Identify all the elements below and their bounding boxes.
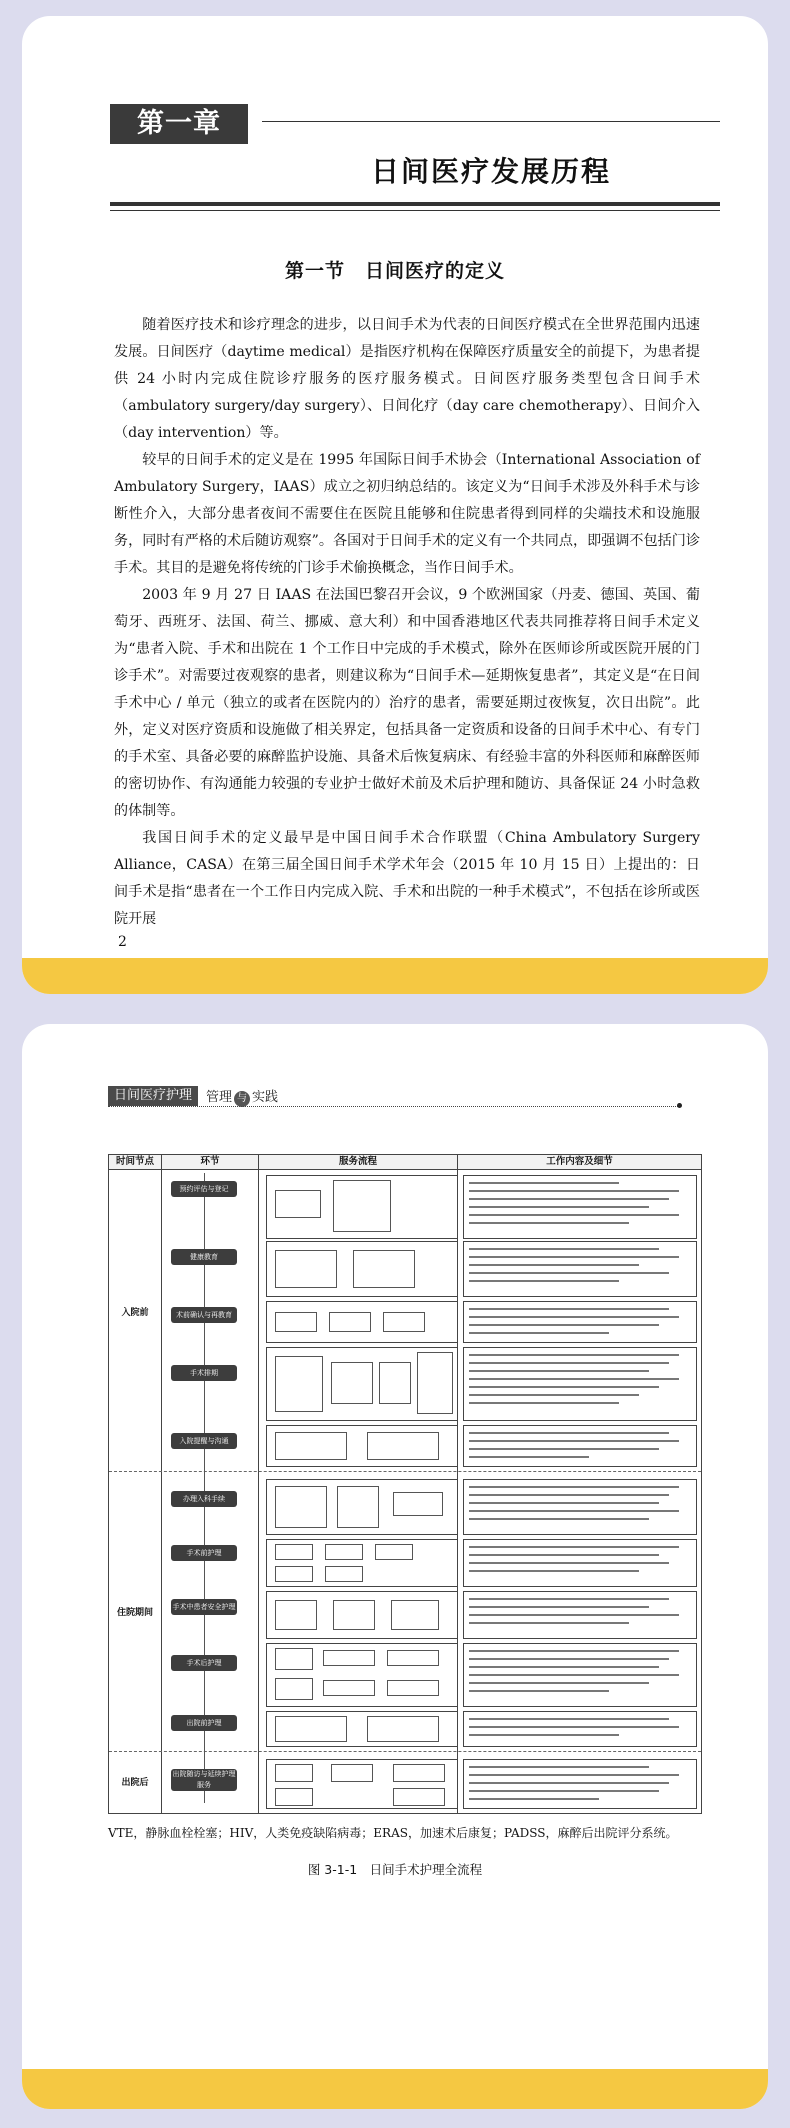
step-box: 手术中患者安全护理 bbox=[171, 1599, 237, 1615]
flow-panel bbox=[266, 1759, 458, 1809]
header-rule bbox=[108, 1106, 680, 1107]
work-panel bbox=[463, 1759, 697, 1809]
step-box: 手术后护理 bbox=[171, 1655, 237, 1671]
paragraph: 2003 年 9 月 27 日 IAAS 在法国巴黎召开会议，9 个欧洲国家（丹麦、德国、英国、葡萄牙、西班牙、法国、荷兰、挪威、意大利）和中国香港地区代表共同推荐将日间手术定义为“患者入院、手术和出院在 1 个工作日中完成的手术模式，除外在医师诊所或医院开展的门诊手术”。对需要过夜观察的患者，则建议称为“日间手术—延期恢复患者”，其定义是“在日间手术中心 / 单元（独立的或者在医院内的）治疗的患者，需要延期过夜恢复，次日出院”。此外，定义对医疗资质和设施做了相关界定，包括具备一定资质和设备的日间手术中心、有专门的手术室、具备必要的麻醉监护设施、具备术后恢复病床、有经验丰富的外科医师和麻醉医师的密切协作、有沟通能力较强的专业护士做好术前及术后护理和随访、具备保证 24 小时急救的体制等。 bbox=[114, 587, 700, 819]
flow-panel bbox=[266, 1175, 458, 1239]
header-book-title: 日间医疗护理 bbox=[108, 1086, 198, 1106]
work-panel bbox=[463, 1539, 697, 1587]
step-connector bbox=[204, 1173, 205, 1803]
stage-divider bbox=[109, 1751, 701, 1752]
step-box: 出院前护理 bbox=[171, 1715, 237, 1731]
page-number: 2 bbox=[118, 934, 127, 950]
figure-legend: VTE，静脉血栓栓塞；HIV，人类免疫缺陷病毒；ERAS，加速术后康复；PADSS，麻醉后出院评分系统。 bbox=[108, 1826, 678, 1840]
yellow-band bbox=[22, 2069, 768, 2109]
yellow-band bbox=[22, 958, 768, 994]
paragraph: 我国日间手术的定义最早是中国日间手术合作联盟（China Ambulatory Surgery Alliance，CASA）在第三届全国日间手术学术年会（2015 年 10 月 15 日）上提出的：日间手术是指“患者在一个工作日内完成入院、手术和出院的一种手术模式”，不包括在诊所或医院开展 bbox=[114, 830, 700, 927]
book-page-2 bbox=[22, 1024, 768, 2109]
header-dot bbox=[677, 1103, 682, 1108]
flow-panel bbox=[266, 1301, 458, 1343]
stage-label: 入院前 bbox=[121, 1308, 149, 1318]
divider bbox=[262, 121, 720, 122]
work-panel bbox=[463, 1591, 697, 1639]
step-box: 入院提醒与沟通 bbox=[171, 1433, 237, 1449]
step-box: 出院随访与延续护理服务 bbox=[172, 1770, 236, 1789]
col-divider bbox=[161, 1155, 162, 1813]
flow-panel bbox=[266, 1425, 458, 1467]
col-header-flow: 服务流程 bbox=[259, 1155, 457, 1170]
work-panel bbox=[463, 1347, 697, 1421]
flow-panel bbox=[266, 1643, 458, 1707]
paragraph: 随着医疗技术和诊疗理念的进步，以日间手术为代表的日间医疗模式在全世界范围内迅速发展。日间医疗（daytime medical）是指医疗机构在保障医疗质量安全的前提下，为患者提供 24 小时内完成住院诊疗服务的医疗服务模式。日间医疗服务类型包含日间手术（ambulatory surgery/day surgery）、日间化疗（day care chemotherapy）、日间介入（day intervention）等。 bbox=[114, 317, 700, 441]
work-panel bbox=[463, 1175, 697, 1239]
stage-label: 住院期间 bbox=[116, 1608, 153, 1618]
flow-panel bbox=[266, 1479, 458, 1535]
work-panel bbox=[463, 1711, 697, 1747]
divider bbox=[110, 210, 720, 211]
work-panel bbox=[463, 1241, 697, 1297]
divider bbox=[110, 202, 720, 206]
step-box: 手术排期 bbox=[171, 1365, 237, 1381]
section-title: 第一节 日间医疗的定义 bbox=[284, 260, 505, 282]
step-box: 术前确认与再教育 bbox=[171, 1307, 237, 1323]
stage-divider bbox=[109, 1471, 701, 1472]
book-page-1 bbox=[22, 16, 768, 994]
stage-label: 出院后 bbox=[121, 1778, 149, 1788]
figure-caption: 图 3-1-1 日间手术护理全流程 bbox=[307, 1862, 483, 1877]
work-panel bbox=[463, 1425, 697, 1467]
paragraph: 较早的日间手术的定义是在 1995 年国际日间手术协会（International Association of Ambulatory Surgery，IAAS）成立之初归纳总结的。该定义为“日间手术涉及外科手术与诊断性介入，大部分患者夜间不需要住在医院且能够和住院患者得到同样的尖端技术和设施服务，同时有严格的术后随访观察”。各国对于日间手术的定义有一个共同点，即强调不包括门诊手术。其目的是避免将传统的门诊手术偷换概念，当作日间手术。 bbox=[114, 452, 700, 576]
running-header bbox=[108, 1086, 278, 1106]
flow-panel bbox=[266, 1711, 458, 1747]
col-header-time: 时间节点 bbox=[109, 1155, 161, 1170]
flow-panel bbox=[266, 1539, 458, 1587]
step-box: 手术前护理 bbox=[171, 1545, 237, 1561]
col-header-step: 环节 bbox=[162, 1155, 258, 1170]
col-header-work: 工作内容及细节 bbox=[458, 1155, 701, 1170]
flow-panel bbox=[266, 1347, 458, 1421]
work-panel bbox=[463, 1301, 697, 1343]
flow-panel bbox=[266, 1591, 458, 1639]
step-box: 健康教育 bbox=[171, 1249, 237, 1265]
work-panel bbox=[463, 1479, 697, 1535]
step-box: 办理入科手续 bbox=[171, 1491, 237, 1507]
body-text bbox=[114, 312, 700, 933]
step-box: 预约评估与登记 bbox=[171, 1181, 237, 1197]
process-figure bbox=[108, 1154, 702, 1814]
flow-panel bbox=[266, 1241, 458, 1297]
col-divider bbox=[258, 1155, 259, 1813]
chapter-label: 第一章 bbox=[110, 104, 248, 144]
header-subtitle: 管理 与 实践 bbox=[206, 1089, 279, 1105]
chapter-title: 日间医疗发展历程 bbox=[370, 155, 611, 188]
work-panel bbox=[463, 1643, 697, 1707]
